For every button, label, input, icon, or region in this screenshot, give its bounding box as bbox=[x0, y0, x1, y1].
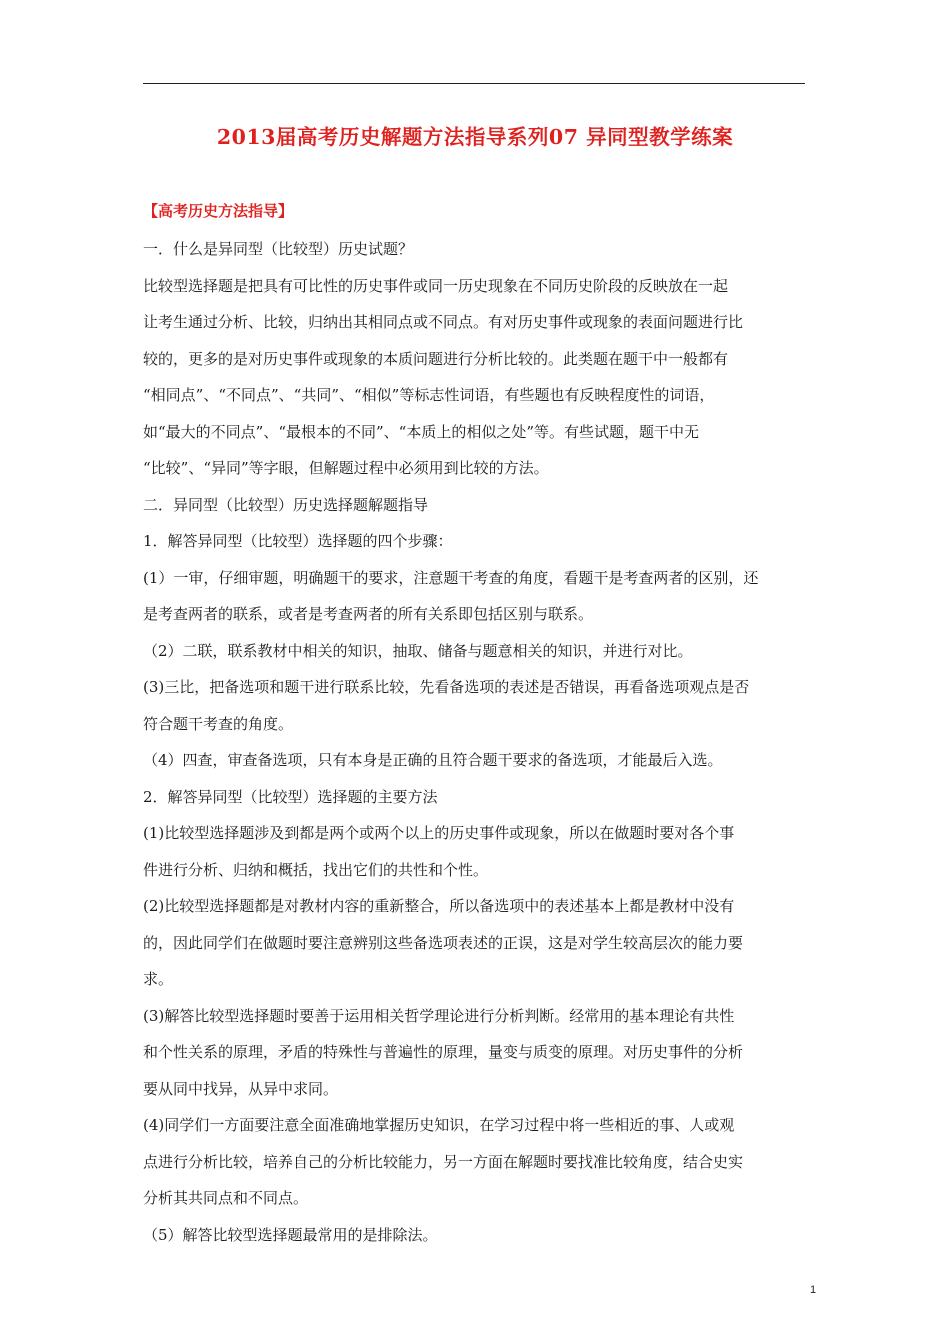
header-rule bbox=[143, 83, 805, 84]
text-line: “比较”、“异同”等字眼，但解题过程中必须用到比较的方法。 bbox=[143, 459, 549, 477]
text-line: 较的，更多的是对历史事件或现象的本质问题进行分析比较的。此类题在题干中一般都有 bbox=[143, 349, 729, 368]
text-line: 比较型选择题是把具有可比性的历史事件或同一历史现象在不同历史阶段的反映放在一起 bbox=[143, 276, 729, 295]
text-line: (3)三比，把备选项和题干进行联系比较，先看备选项的表述是否错误，再看备选项观点是否 bbox=[143, 678, 750, 696]
document-title: 2013届高考历史解题方法指导系列07 异同型教学练案 bbox=[216, 125, 734, 149]
text-line: 如“最大的不同点”、“最根本的不同”、“本质上的相似之处”等。有些试题，题干中无 bbox=[143, 422, 700, 441]
text-line: （4）四查，审查备选项，只有本身是正确的且符合题干要求的备选项，才能最后入选。 bbox=[143, 751, 723, 769]
text-line: 是考查两者的联系，或者是考查两者的所有关系即包括区别与联系。 bbox=[143, 605, 594, 623]
document-body bbox=[143, 231, 813, 1253]
text-line: “相同点”、“不同点”、“共同”、“相似”等标志性词语，有些题也有反映程度性的词语， bbox=[143, 386, 715, 404]
text-line: 让考生通过分析、比较，归纳出其相同点或不同点。有对历史事件或现象的表面问题进行比 bbox=[143, 313, 744, 331]
section-heading: 【高考历史方法指导】 bbox=[143, 202, 294, 220]
text-line: (3)解答比较型选择题时要善于运用相关哲学理论进行分析判断。经常用的基本理论有共性 bbox=[143, 1006, 735, 1025]
text-line: 一．什么是异同型（比较型）历史试题？ bbox=[143, 240, 414, 258]
text-line: 分析其共同点和不同点。 bbox=[143, 1189, 309, 1207]
text-line: 符合题干考查的角度。 bbox=[143, 714, 294, 733]
text-line: （5）解答比较型选择题最常用的是排除法。 bbox=[143, 1225, 438, 1244]
text-line: (2)比较型选择题都是对教材内容的重新整合，所以备选项中的表述基本上都是教材中没有 bbox=[143, 897, 735, 915]
text-line: (1）一审，仔细审题，明确题干的要求，注意题干考查的角度，看题干是考查两者的区别，还 bbox=[143, 568, 759, 587]
text-line: （2）二联，联系教材中相关的知识，抽取、储备与题意相关的知识，并进行对比。 bbox=[143, 641, 693, 660]
text-line: 和个性关系的原理，矛盾的特殊性与普遍性的原理，量变与质变的原理。对历史事件的分析 bbox=[143, 1043, 744, 1061]
text-line: (4)同学们一方面要注意全面准确地掌握历史知识，在学习过程中将一些相近的事、人或观 bbox=[143, 1116, 735, 1134]
text-line: 2．解答异同型（比较型）选择题的主要方法 bbox=[143, 787, 438, 806]
page-number: 1 bbox=[810, 1284, 817, 1296]
text-line: 的，因此同学们在做题时要注意辨别这些备选项表述的正误，这是对学生较高层次的能力要 bbox=[143, 933, 744, 952]
text-line: (1)比较型选择题涉及到都是两个或两个以上的历史事件或现象，所以在做题时要对各个事 bbox=[143, 824, 735, 842]
text-line: 点进行分析比较，培养自己的分析比较能力，另一方面在解题时要找准比较角度，结合史实 bbox=[143, 1152, 744, 1171]
text-line: 1．解答异同型（比较型）选择题的四个步骤： bbox=[143, 532, 453, 550]
text-line: 二．异同型（比较型）历史选择题解题指导 bbox=[143, 495, 429, 514]
text-line: 要从同中找异，从异中求同。 bbox=[143, 1079, 339, 1098]
text-line: 求。 bbox=[143, 970, 174, 988]
text-line: 件进行分析、归纳和概括，找出它们的共性和个性。 bbox=[143, 860, 489, 879]
